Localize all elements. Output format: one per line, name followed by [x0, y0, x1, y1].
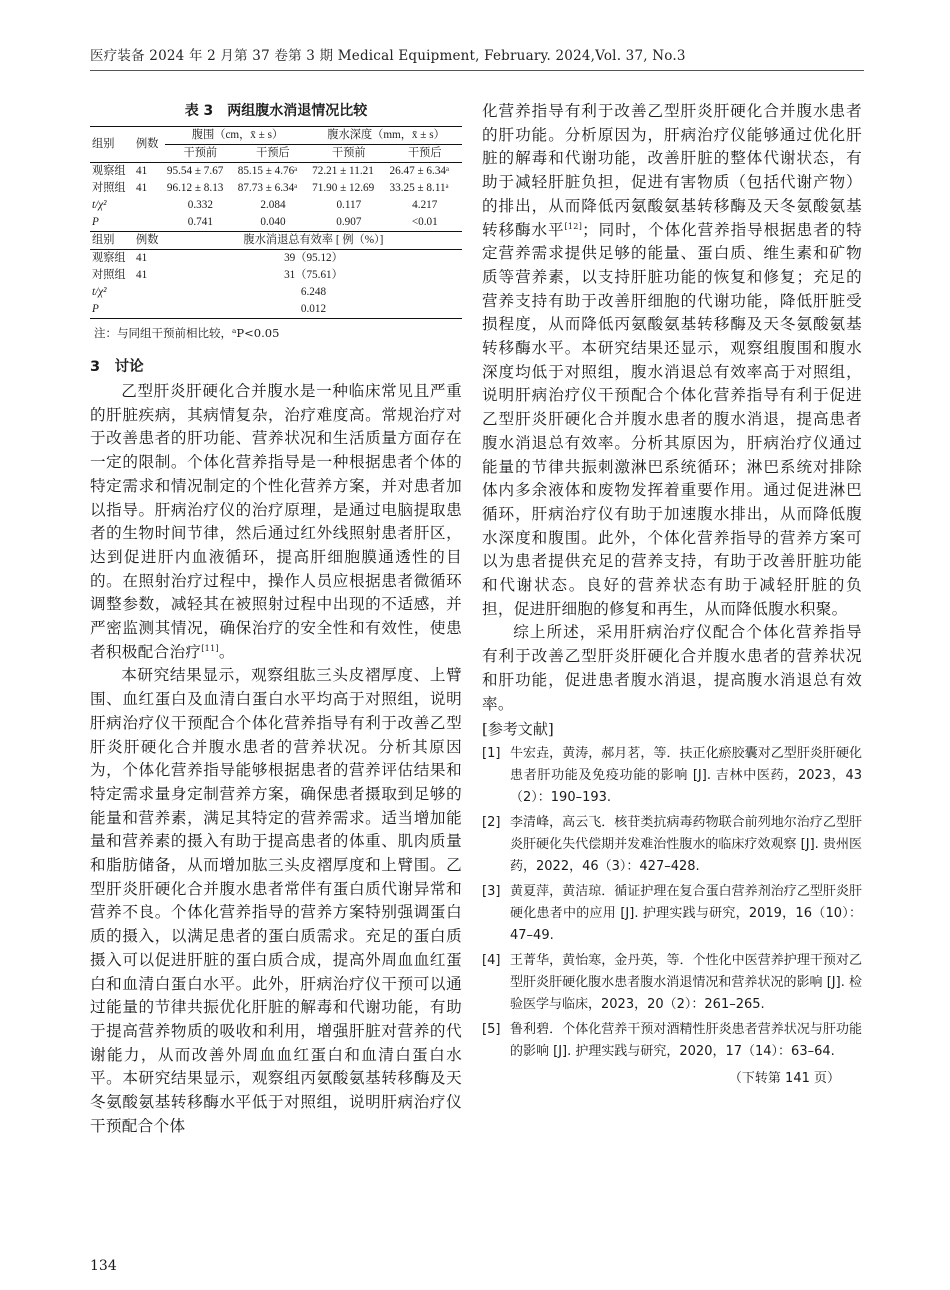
table-row: [90, 197, 462, 214]
right-column: [482, 100, 862, 1086]
sub-before: 干预前: [332, 147, 366, 159]
eff-n-header: 例数: [134, 232, 165, 250]
stat-label: t/χ²: [92, 199, 107, 211]
stat-value: 0.332: [187, 199, 213, 211]
row-value: 72.21 ± 11.21: [310, 163, 387, 181]
reference-number: [4]: [482, 953, 501, 969]
reference-text: 李清峰，高云飞．核苷类抗病毒药物联合前列地尔治疗乙型肝炎肝硬化失代偿期并发难治性腹水的临床疗效观察 [J]. 贵州医药，2022，46（3）：427–428.: [510, 815, 862, 875]
sub-after: 干预后: [256, 147, 290, 159]
col-group-header: 组别: [90, 127, 134, 163]
table-row: [90, 163, 462, 181]
eff-header: 腹水消退总有效率 [ 例（%）]: [165, 232, 462, 250]
stat-value: 0.117: [336, 199, 362, 211]
reference-text: 牛宏垚，黄涛，郝月茗，等．扶正化瘀胶囊对乙型肝炎肝硬化患者肝功能及免疫功能的影响 [J]. 吉林中医药，2023，43（2）：190–193.: [510, 746, 862, 806]
paragraph-text: 乙型肝炎肝硬化合并腹水是一种临床常见且严重的肝脏疾病，其病情复杂，治疗难度高。常规治疗对于改善患者的肝功能、营养状况和生活质量方面存在一定的限制。个体化营养指导是一种根据患者个体的特定需求和情况制定的个性化营养方案，并对患者加以指导。肝病治疗仪的治疗原理，是通过电脑提取患者的生物时间节律，然后通过红外线照射患者肝区，达到促进肝内血液循环，提高肝细胞膜通透性的目的。在照射治疗过程中，操作人员应根据患者微循环调整参数，减轻其在被照射过程中出现的不适感，并严密监测其情况，确保治疗的安全性和有效性，使患者积极配合治疗: [90, 382, 462, 661]
stat-value: 0.012: [165, 301, 462, 319]
stat-value: 2.084: [260, 199, 286, 211]
abd-header: 腹围（cm，x̄ ± s）: [165, 127, 310, 145]
citation: [11]: [201, 643, 219, 653]
stat-value: 6.248: [300, 286, 327, 298]
sub-after: 干预后: [407, 147, 442, 159]
reference-item: [482, 1019, 862, 1063]
row-n: 41: [136, 269, 148, 281]
paragraph: 综上所述，采用肝病治疗仪配合个体化营养指导有利于改善乙型肝炎肝硬化合并腹水患者的营养状况和肝功能，促进患者腹水消退，提高腹水消退总有效率。: [482, 623, 862, 713]
ascites-header: 腹水深度（mm，x̄ ± s）: [310, 127, 462, 145]
left-column: [90, 100, 462, 1139]
row-value: 39（95.12）: [165, 250, 462, 268]
reference-item: [482, 812, 862, 878]
reference-list: [482, 743, 862, 1063]
row-n: 41: [134, 250, 165, 268]
table-note: 注：与同组干预前相比较，ᵃP<0.05: [94, 326, 280, 340]
table-row: [90, 180, 462, 197]
stat-label: P: [90, 301, 165, 319]
stat-value: 0.907: [336, 216, 362, 228]
running-header: 医疗装备 2024 年 2 月第 37 卷第 3 期 Medical Equipment, February. 2024,Vol. 37, No.3: [90, 48, 686, 64]
row-value: 71.90 ± 12.69: [312, 182, 375, 194]
reference-item: [482, 743, 862, 809]
section-title: 3 讨论: [90, 359, 144, 375]
continued-note: （下转第 141 页）: [728, 1071, 840, 1087]
table-row: [90, 267, 462, 284]
row-value: 33.25 ± 8.11ᵃ: [389, 182, 449, 194]
row-group: 观察组: [90, 250, 134, 268]
citation: [12]: [564, 221, 583, 231]
reference-text: 王菁华，黄怡寒，金丹英，等．个性化中医营养护理干预对乙型肝炎肝硬化腹水患者腹水消退情况和营养状况的影响 [J]. 检验医学与临床，2023，20（2）：261–265.: [510, 953, 862, 1013]
row-group: 对照组: [92, 182, 126, 194]
row-group: 观察组: [90, 163, 134, 181]
reference-number: [5]: [482, 1022, 501, 1038]
reference-number: [2]: [482, 815, 501, 831]
row-group: 对照组: [92, 269, 126, 281]
table-row: [90, 284, 462, 301]
table-row: [90, 301, 462, 319]
row-value: 96.12 ± 8.13: [166, 182, 224, 194]
reference-text: 鲁利碧．个体化营养干预对酒精性肝炎患者营养状况与肝功能的影响 [J]. 护理实践与研究，2020，17（14）：63–64.: [510, 1022, 862, 1060]
stat-label: P: [92, 216, 99, 228]
row-value: 87.73 ± 6.34ᵃ: [237, 182, 298, 194]
table-title: 表 3 两组腹水消退情况比较: [184, 103, 368, 119]
stat-value: 4.217: [412, 199, 438, 211]
row-value: 31（75.61）: [284, 269, 343, 281]
results-table: [90, 126, 462, 319]
stat-value: 0.040: [260, 216, 286, 228]
header-rule: [90, 70, 864, 71]
row-value: 95.54 ± 7.67: [165, 163, 236, 181]
stat-label: t/χ²: [92, 286, 107, 298]
paragraph: 乙型肝炎肝硬化合并腹水是一种临床常见且严重的肝脏疾病，其病情复杂，治疗难度高。常规治疗对于改善患者的肝功能、营养状况和生活质量方面存在一定的限制。个体化营养指导是一种根据患者个体的特定需求和情况制定的个性化营养方案，并对患者加以指导。肝病治疗仪的治疗原理，是通过电脑提取患者的生物时间节律，然后通过红外线照射患者肝区，达到促进肝内血液循环，提高肝细胞膜通透性的目的。在照射治疗过程中，操作人员应根据患者微循环调整参数，减轻其在被照射过程中出现的不适感，并严密监测其情况，确保治疗的安全性和有效性，使患者积极配合治疗[11]。: [90, 382, 462, 661]
reference-text: 黄夏萍，黄洁琼．循证护理在复合蛋白营养剂治疗乙型肝炎肝硬化患者中的应用 [J]. 护理实践与研究，2019，16（10）：47–49.: [510, 884, 862, 944]
reference-number: [3]: [482, 884, 501, 900]
paragraph: [482, 100, 862, 621]
paragraph: 本研究结果显示，观察组肱三头皮褶厚度、上臂围、血红蛋白及血清白蛋白水平均高于对照组，说明肝病治疗仪干预配合个体化营养指导有利于改善乙型肝炎肝硬化合并腹水患者的营养状况。分析其原因为，个体化营养指导能够根据患者的营养评估结果和特定需求量身定制营养方案，确保患者摄取到足够的能量和营养素，满足其特定的营养需求。适当增加能量和营养素的摄入有助于提高患者的体重、肌肉质量和脂肪储备，从而增加肱三头皮褶厚度和上臂围。乙型肝炎肝硬化合并腹水患者常伴有蛋白质代谢异常和营养不良。个体化营养指导的营养方案特别强调蛋白质的摄入，以满足患者的蛋白质需求。充足的蛋白质摄入可以促进肝脏的蛋白质合成，提高外周血血红蛋白和血清白蛋白水平。此外，肝病治疗仪干预可以通过能量的节律共振优化肝脏的解毒和代谢功能，有助于提高营养物质的吸收和利用，增强肝脏对营养的代谢能力，从而改善外周血血红蛋白和血清白蛋白水平。本研究结果显示，观察组丙氨酸氨基转移酶及天冬氨酸氨基转移酶水平低于对照组，说明肝病治疗仪干预配合个体: [90, 666, 462, 1135]
reference-number: [1]: [482, 746, 501, 762]
row-value: 85.15 ± 4.76ᵃ: [236, 163, 310, 181]
row-n: 41: [134, 163, 165, 181]
table-row: [90, 214, 462, 232]
eff-group-header: 组别: [90, 232, 134, 250]
row-n: 41: [136, 182, 148, 194]
row-value: 26.47 ± 6.34ᵃ: [388, 163, 462, 181]
sub-before: 干预前: [183, 147, 218, 159]
page-number: 134: [90, 1258, 117, 1274]
reference-item: [482, 950, 862, 1016]
table-row: [90, 250, 462, 268]
paragraph-text: ；同时，个体化营养指导根据患者的特定营养需求提供足够的能量、蛋白质、维生素和矿物质等营养素，以支持肝脏功能的恢复和修复；充足的营养支持有助于改善肝细胞的代谢功能，降低肝脏受损程度，从而降低丙氨酸氨基转移酶及天冬氨酸氨基转移酶水平。本研究结果还显示，观察组腹围和腹水深度均低于对照组，腹水消退总有效率高于对照组，说明肝病治疗仪干预配合个体化营养指导有利于促进乙型肝炎肝硬化合并腹水患者的腹水消退，提高患者腹水消退总有效率。分析其原因为，肝病治疗仪通过能量的节律共振刺激淋巴系统循环；淋巴系统对排除体内多余液体和废物发挥着重要作用。通过促进淋巴循环，肝病治疗仪有助于加速腹水排出，从而降低腹水深度和腹围。此外，个体化营养指导的营养方案可以为患者提供充足的营养支持，有助于改善肝脏功能和代谢状态。良好的营养状态有助于减轻肝脏的负担，促进肝细胞的修复和再生，从而降低腹水积聚。: [482, 220, 862, 618]
references-title: [参考文献]: [482, 720, 554, 739]
reference-item: [482, 881, 862, 947]
stat-value: 0.741: [187, 216, 213, 228]
paragraph-text: 化营养指导有利于改善乙型肝炎肝硬化合并腹水患者的肝功能。分析原因为，肝病治疗仪能够通过优化肝脏的解毒和代谢功能，改善肝脏的整体代谢状态，有助于减轻肝脏负担，促进有害物质（包括代谢产物）的排出，从而降低丙氨酸氨基转移酶及天冬氨酸氨基转移酶水平: [482, 102, 862, 239]
col-n-header: 例数: [134, 127, 165, 163]
stat-value: <0.01: [411, 216, 438, 228]
